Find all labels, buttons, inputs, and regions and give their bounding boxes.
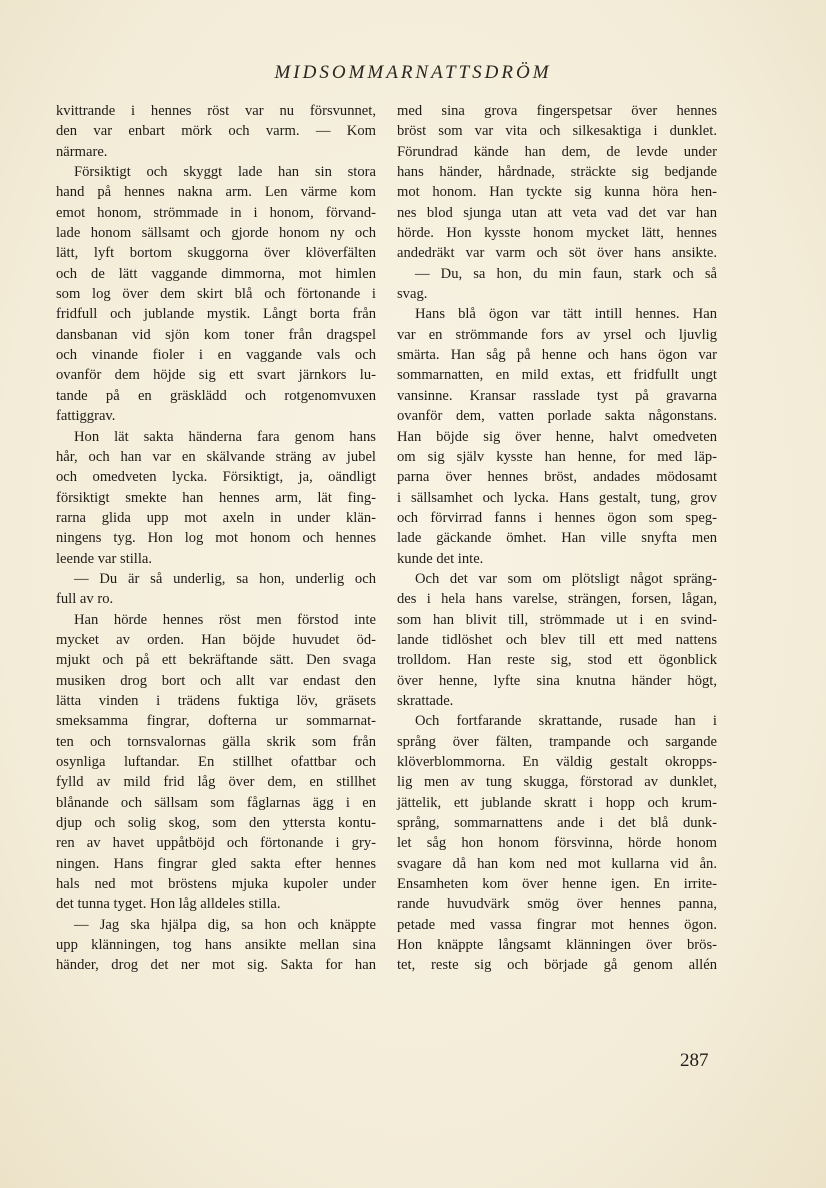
text-line: ovanför dem, vatten porlade sakta någonstans. bbox=[397, 408, 717, 425]
text-line: lade honom sällsamt och gjorde honom ny och bbox=[56, 225, 376, 242]
page-number: 287 bbox=[680, 1050, 709, 1071]
text-line: hår, och han var en skälvande sträng av jubel bbox=[56, 448, 376, 465]
running-head: MIDSOMMARNATTSDRÖM bbox=[274, 62, 552, 83]
text-line: tande på en gräsklädd och rotgenomvuxen bbox=[56, 387, 376, 404]
text-line: språng över fälten, trampande och sargande bbox=[397, 733, 717, 750]
text-line: det tunna tyget. Hon låg alldeles stilla. bbox=[56, 896, 281, 913]
text-line: — Du, sa hon, du min faun, stark och så bbox=[415, 265, 717, 282]
text-line: Hon knäppte långsamt klänningen över brös- bbox=[397, 937, 717, 954]
text-line: om sig själv kysste han henne, for med läp- bbox=[397, 448, 717, 465]
text-line: som log över dem skirt blå och förtonande i bbox=[56, 286, 376, 303]
text-line: försiktigt smekte han hennes arm, lät fing- bbox=[56, 489, 376, 506]
text-line: lätt, lyft bortom skuggorna över klöverfälten bbox=[56, 245, 376, 262]
text-line: i sällsamhet och lycka. Hans gestalt, tung, grov bbox=[397, 489, 717, 506]
text-line: ningen. Hans fingrar gled sakta efter hennes bbox=[56, 855, 376, 872]
text-line: emot honom, strömmade in i honom, förvand- bbox=[56, 204, 376, 221]
text-line: mot honom. Han tyckte sig kunna höra hen- bbox=[397, 184, 717, 201]
text-line: var en strömmande fors av yrsel och ljuvlig bbox=[397, 326, 717, 343]
text-line: fattiggrav. bbox=[56, 408, 116, 425]
text-line: hörde. Hon kysste honom mycket lätt, hennes bbox=[397, 225, 717, 242]
text-line: Han böjde sig över henne, halvt omedveten bbox=[397, 428, 717, 445]
text-line: hans händer, hårdnade, sträckte sig bedjande bbox=[397, 164, 717, 181]
text-line: ovanför dem höjde sig ett svart järnkors lu- bbox=[56, 367, 376, 384]
text-line: språng, sommarnattens ande i det blå dunk- bbox=[397, 815, 717, 832]
text-line: hals ned mot bröstens mjuka kupoler under bbox=[56, 876, 376, 893]
text-line: nes blod sjunga utan att veta vad det var han bbox=[397, 204, 717, 221]
text-line: jättelik, ett jublande skratt i hopp och krum- bbox=[397, 794, 717, 811]
text-line: bröst som var vita och silkesaktiga i dunklet. bbox=[397, 123, 717, 140]
text-line: dansbanan vid sjön kom toner från dragspel bbox=[56, 326, 376, 343]
text-line: — Du är så underlig, sa hon, underlig och bbox=[74, 570, 376, 587]
text-line: klöverblommorna. En väldig gestalt okropps- bbox=[397, 754, 717, 770]
text-line: blånande och sällsam som fåglarnas ägg i en bbox=[56, 794, 376, 811]
text-line: sommarnatten, en mild extas, ett fridfullt ungt bbox=[397, 367, 717, 384]
text-line: lade gäckande ömhet. Han ville snyfta men bbox=[397, 530, 717, 547]
text-line: musiken drog bort och allt var endast den bbox=[56, 672, 376, 689]
text-line: Hon lät sakta händerna fara genom hans bbox=[74, 428, 376, 445]
text-line: svag. bbox=[397, 286, 428, 303]
text-line: ten och tornsvalornas gälla skrik som från bbox=[56, 733, 376, 750]
text-line: mjukt och på ett bekräftande sätt. Den svaga bbox=[56, 652, 376, 669]
text-line: — Jag ska hjälpa dig, sa hon och knäppte bbox=[74, 916, 376, 933]
left-column bbox=[56, 101, 376, 976]
text-line: fylld av mild frid låg över dem, en stillhet bbox=[56, 774, 376, 791]
text-line: ningens tyg. Hon log mot honom och hennes bbox=[56, 530, 376, 547]
text-line: petade med vassa fingrar mot hennes ögon. bbox=[397, 916, 717, 933]
text-line: hand på hennes nakna arm. Len värme kom bbox=[56, 184, 376, 201]
text-line: smeksamma fingrar, dofterna ur sommarnat- bbox=[56, 713, 376, 730]
text-line: djup och solig skog, som den yttersta kontu- bbox=[56, 815, 376, 832]
text-line: Och det var som om plötsligt något spräng- bbox=[415, 570, 717, 587]
text-line: mycket av orden. Han böjde huvudet öd- bbox=[56, 631, 376, 648]
text-line: smärta. Han såg på henne och hans ögon var bbox=[397, 347, 717, 364]
text-line: med sina grova fingerspetsar över hennes bbox=[397, 103, 717, 119]
text-line: svagare då han kom ned mot kullarna vid ån. bbox=[397, 855, 717, 872]
text-line: lätta vinden i trädens fuktiga löv, gräsets bbox=[56, 692, 376, 709]
right-column bbox=[397, 101, 717, 976]
text-line: och förvirrad fanns i hennes ögon som speg- bbox=[397, 509, 717, 526]
text-line: över henne, lyfte sina knutna händer högt, bbox=[397, 672, 717, 689]
text-line: andedräkt var varm och söt över hans ansikte. bbox=[397, 245, 717, 262]
text-line: Ensamheten kom över henne igen. En irrite- bbox=[397, 876, 717, 893]
text-line: lig men av tung skugga, förstorad av dunklet, bbox=[397, 774, 717, 791]
text-line: Förundrad kände han dem, de levde under bbox=[397, 143, 717, 160]
text-line: fridfull och jublande mystik. Långt borta från bbox=[56, 306, 376, 323]
text-line: full av ro. bbox=[56, 591, 114, 608]
text-line: närmare. bbox=[56, 143, 108, 160]
text-line: Hans blå ögon var tätt intill hennes. Han bbox=[415, 306, 717, 323]
text-line: Försiktigt och skyggt lade han sin stora bbox=[74, 164, 376, 181]
text-line: let såg hon honom försvinna, hörde honom bbox=[397, 835, 717, 852]
text-line: lande tidlöshet och blev till ett med nattens bbox=[397, 631, 717, 648]
text-line: händer, drog det ner mot sig. Sakta for han bbox=[56, 957, 376, 974]
text-line: kunde det inte. bbox=[397, 550, 484, 567]
text-line: vansinne. Kransar rasslade tyst på gravarna bbox=[397, 387, 717, 404]
text-line: kvittrande i hennes röst var nu försvunnet, bbox=[56, 103, 376, 119]
text-line: leende var stilla. bbox=[56, 550, 153, 567]
text-line: tet, reste sig och började gå genom allén bbox=[397, 957, 717, 974]
text-line: den var enbart mörk och varm. — Kom bbox=[56, 123, 376, 140]
text-line: Han hörde hennes röst men förstod inte bbox=[74, 611, 376, 628]
text-line: Och fortfarande skrattande, rusade han i bbox=[415, 713, 717, 730]
text-line: rande huvudvärk smög över hennes panna, bbox=[397, 896, 717, 913]
text-line: trolldom. Han reste sig, stod ett ögonblick bbox=[397, 652, 717, 669]
text-line: och vinande fioler i en vaggande vals och bbox=[56, 347, 376, 364]
text-line: osynliga luftandar. En stillhet ofattbar och bbox=[56, 754, 376, 770]
text-line: rarna glida upp mot axeln in under klän- bbox=[56, 509, 376, 526]
text-line: skrattade. bbox=[397, 692, 454, 709]
text-line: som han blivit till, strömmade ut i en svind- bbox=[397, 611, 717, 628]
text-line: parna över hennes bröst, andades mödosamt bbox=[397, 469, 717, 486]
text-line: och omedveten lycka. Försiktigt, ja, oändligt bbox=[56, 469, 376, 486]
text-line: och de lätt vaggande dimmorna, mot himlen bbox=[56, 265, 376, 282]
text-line: des i hela hans varelse, strängen, forsen, lågan, bbox=[397, 591, 717, 608]
text-line: upp klänningen, tog hans ansikte mellan sina bbox=[56, 937, 376, 954]
text-line: ren av havet uppåtböjd och förtonande i gry- bbox=[56, 835, 376, 852]
